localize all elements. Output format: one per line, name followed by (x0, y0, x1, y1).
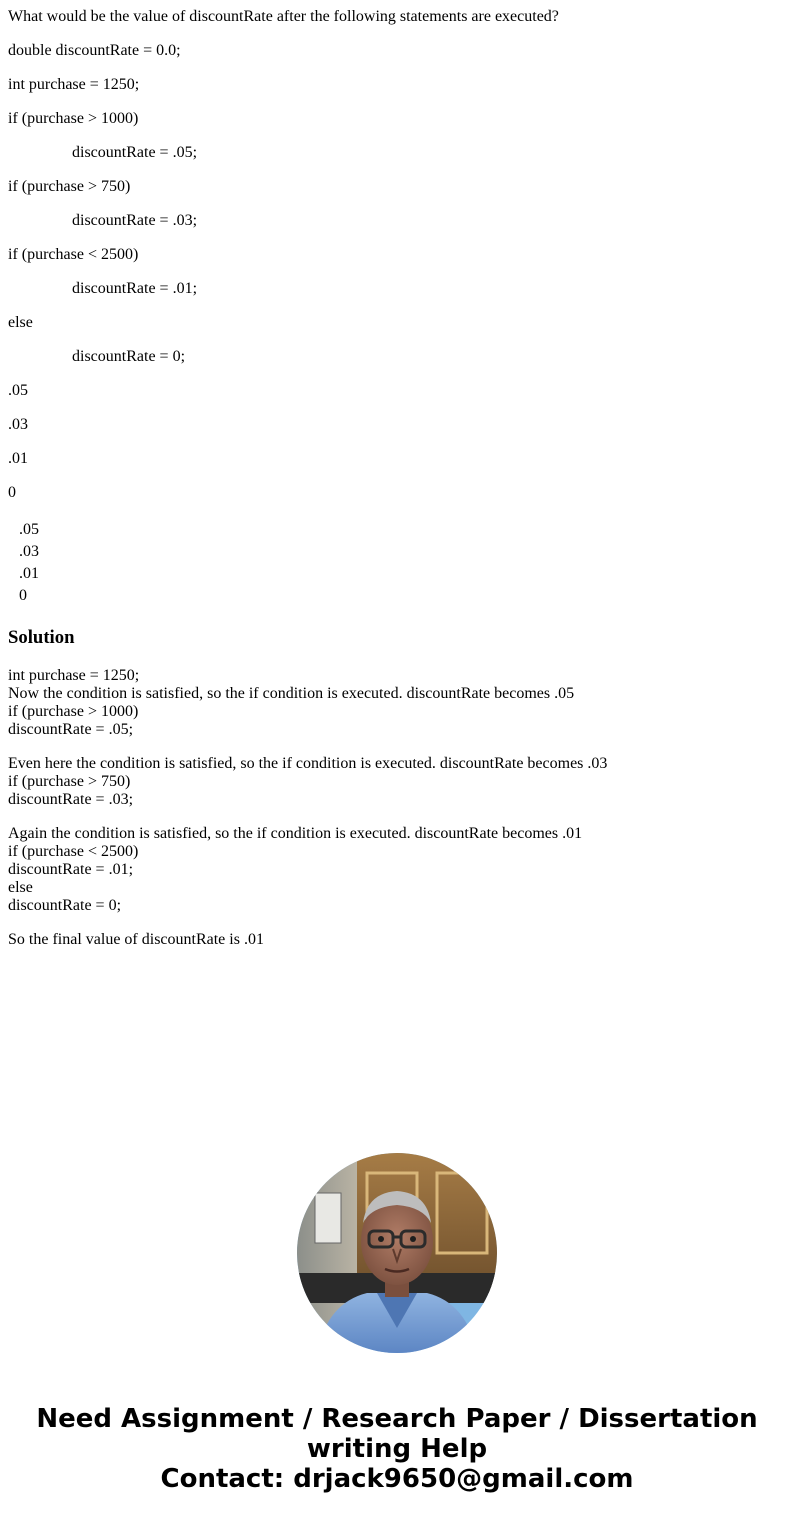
solution-block-3 (8, 825, 582, 915)
code-line: discountRate = .05; (72, 144, 198, 161)
author-avatar (297, 1153, 497, 1353)
code-line: discountRate = .03; (72, 212, 198, 229)
answer-choice: .05 (8, 382, 28, 399)
solution-line: if (purchase > 1000) (8, 703, 139, 720)
answer-choice: .03 (8, 416, 28, 433)
solution-line: Now the condition is satisfied, so the if condition is executed. discountRate becomes .05 (8, 685, 575, 702)
promo-line: writing Help (306, 1434, 488, 1464)
solution-line: Even here the condition is satisfied, so the if condition is executed. discountRate becomes .03 (8, 755, 608, 772)
code-line: discountRate = 0; (72, 348, 186, 365)
promo-contact: Contact: drjack9650@gmail.com (160, 1464, 634, 1494)
solution-conclusion: So the final value of discountRate is .01 (8, 931, 264, 948)
option-item: .05 (19, 521, 39, 538)
answer-choice: .01 (8, 450, 28, 467)
solution-block-2 (8, 755, 607, 809)
solution-heading: Solution (8, 627, 75, 648)
question-prompt: What would be the value of discountRate after the following statements are executed? (8, 8, 559, 25)
solution-line: discountRate = .03; (8, 791, 134, 808)
code-line: else (8, 314, 33, 331)
option-item: 0 (19, 587, 27, 604)
code-line: discountRate = .01; (72, 280, 198, 297)
solution-line: else (8, 879, 33, 896)
code-line: if (purchase > 1000) (8, 110, 139, 127)
solution-line: discountRate = .05; (8, 721, 134, 738)
promo-line: Need Assignment / Research Paper / Dissertation (36, 1404, 758, 1434)
option-item: .01 (19, 565, 39, 582)
solution-line: if (purchase > 750) (8, 773, 131, 790)
solution-line: discountRate = .01; (8, 861, 134, 878)
code-line: int purchase = 1250; (8, 76, 140, 93)
solution-line: if (purchase < 2500) (8, 843, 139, 860)
answer-choice: 0 (8, 484, 16, 501)
solution-line: int purchase = 1250; (8, 667, 140, 684)
code-line: if (purchase > 750) (8, 178, 131, 195)
portrait-illustration (297, 1153, 497, 1353)
solution-line: discountRate = 0; (8, 897, 122, 914)
option-item: .03 (19, 543, 39, 560)
code-line: double discountRate = 0.0; (8, 42, 181, 59)
solution-line: Again the condition is satisfied, so the if condition is executed. discountRate becomes .01 (8, 825, 583, 842)
solution-block-1 (8, 667, 574, 739)
promo-banner (0, 1404, 794, 1494)
code-line: if (purchase < 2500) (8, 246, 139, 263)
